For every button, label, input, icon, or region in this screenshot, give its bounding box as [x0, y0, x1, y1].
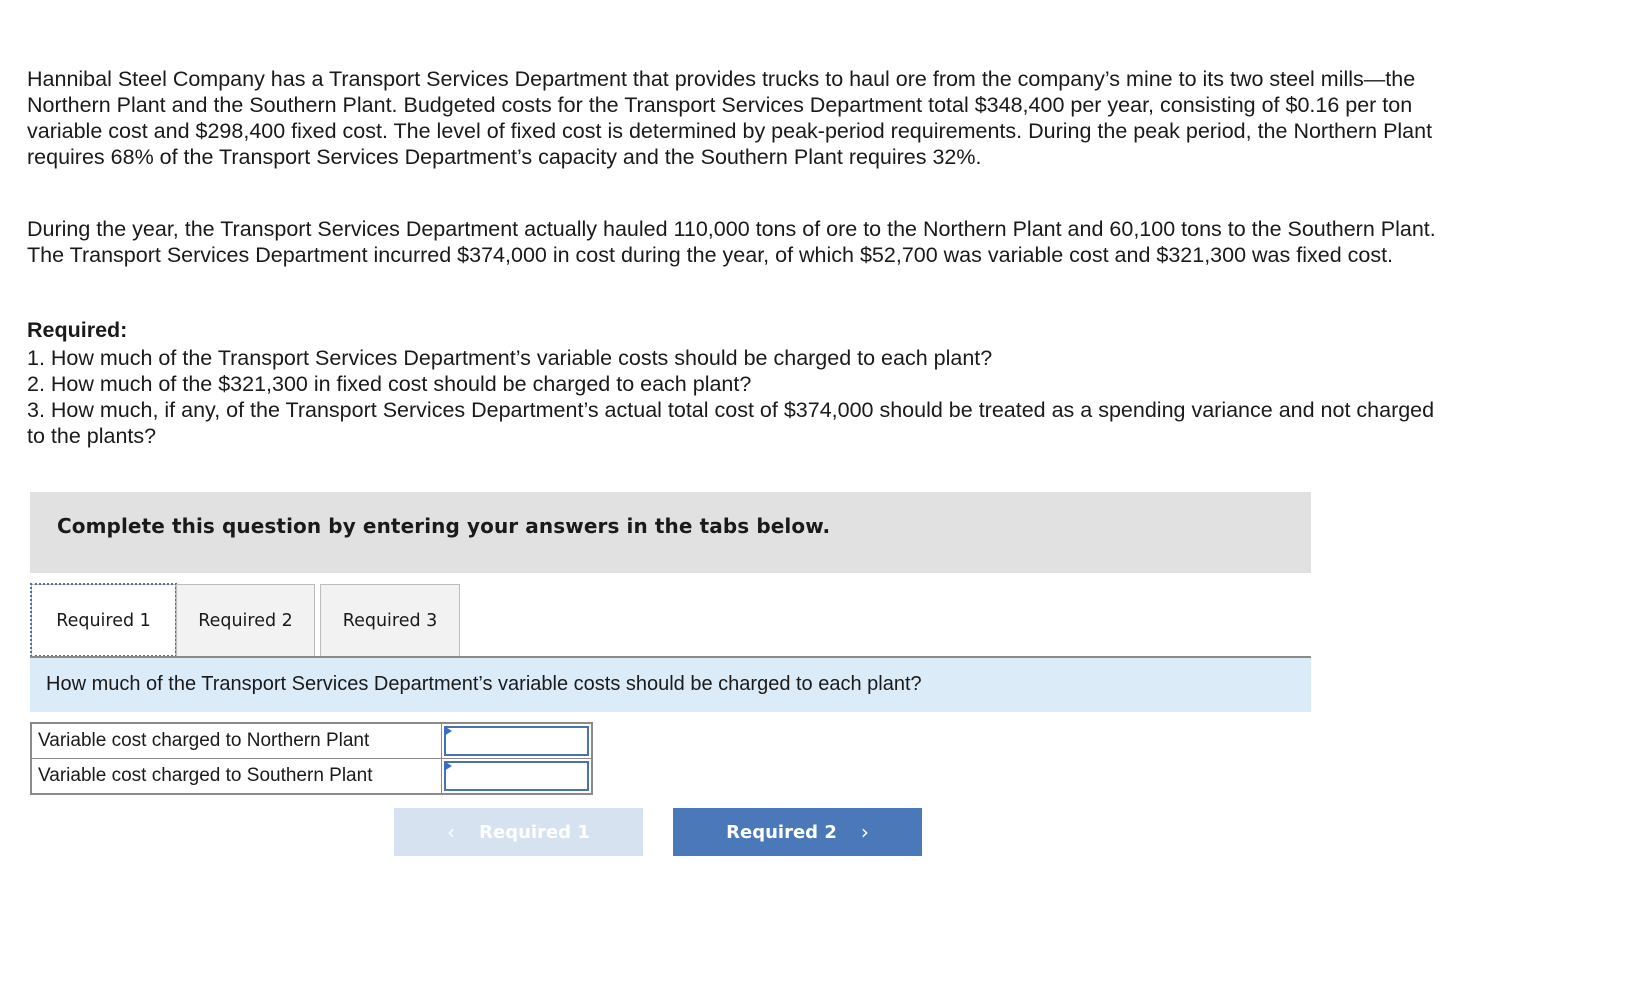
- problem-paragraph-2: During the year, the Transport Services Department actually hauled 110,000 tons of ore to the Northern Plant and 60,100 tons to the Southern Plant. The Transport Services Department incurred $374,000 in cost during the year, of which $52,700 was variable cost and $321,300 was fixed cost.: [27, 217, 1436, 267]
- flag-icon: [444, 761, 452, 771]
- prev-button-label: Required 1: [479, 821, 590, 843]
- instructions-text: Complete this question by entering your answers in the tabs below.: [57, 514, 831, 538]
- chevron-right-icon: ›: [860, 820, 869, 844]
- required-item-2: 2. How much of the $321,300 in fixed cost should be charged to each plant?: [27, 372, 752, 396]
- required-item-1: 1. How much of the Transport Services Department’s variable costs should be charged to each plant?: [27, 346, 993, 370]
- required-title: Required:: [27, 318, 128, 342]
- required-item-3: 3. How much, if any, of the Transport Services Department’s actual total cost of $374,000 should be treated as a spending variance and not charged to the plants?: [27, 398, 1435, 448]
- tab-required-1[interactable]: Required 1: [31, 584, 176, 656]
- tab-required-3[interactable]: Required 3: [320, 584, 460, 656]
- chevron-left-icon: ‹: [447, 820, 456, 844]
- question-bar: [30, 658, 1311, 712]
- problem-paragraph-1: Hannibal Steel Company has a Transport Services Department that provides trucks to haul ore from the company’s mine to its two steel mills—the Northern Plant and the Southern Plant. Budgeted costs for the Transport Services Department total $348,400 per year, consisting of $0.16 per ton variable cost and $298,400 fixed cost. The level of fixed cost is determined by peak-period requirements. During the peak period, the Northern Plant requires 68% of the Transport Services Department’s capacity and the Southern Plant requires 32%.: [27, 67, 1433, 169]
- next-button[interactable]: [673, 808, 922, 856]
- answer-cell-northern: [442, 724, 591, 758]
- southern-plant-input[interactable]: [444, 761, 589, 791]
- answer-row-southern: [32, 758, 591, 793]
- answer-cell-southern: [442, 759, 591, 793]
- question-text: How much of the Transport Services Department’s variable costs should be charged to each plant?: [46, 673, 922, 695]
- northern-plant-input[interactable]: [444, 726, 589, 756]
- answer-label-northern: Variable cost charged to Northern Plant: [32, 724, 442, 758]
- instructions-box: [30, 492, 1311, 573]
- flag-icon: [444, 726, 452, 736]
- tab-bar: [30, 584, 1311, 656]
- answer-row-northern: [32, 724, 591, 758]
- required-section: [27, 317, 1447, 449]
- tab-required-2[interactable]: Required 2: [176, 584, 315, 656]
- answer-table: [30, 722, 593, 795]
- answer-label-southern: Variable cost charged to Southern Plant: [32, 759, 442, 793]
- prev-button[interactable]: [394, 808, 643, 856]
- next-button-label: Required 2: [726, 821, 837, 843]
